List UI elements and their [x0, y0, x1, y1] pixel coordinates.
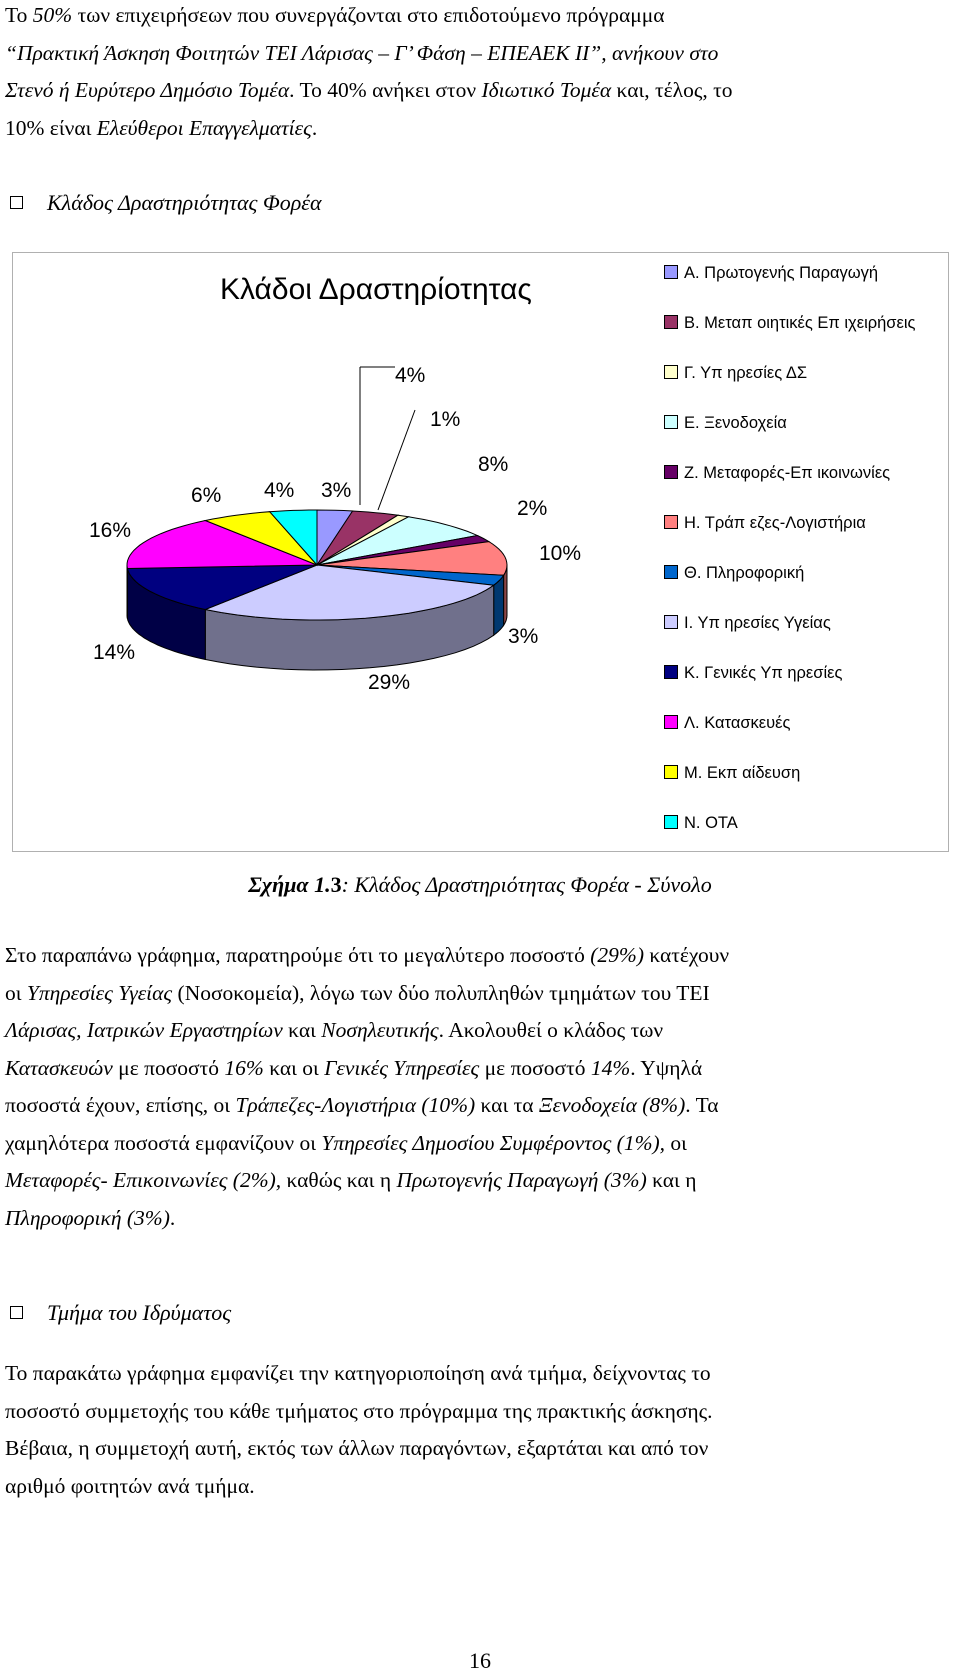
legend-item: Ι. Υπ ηρεσίες Υγείας	[664, 614, 831, 633]
intro-line: Το 50% των επιχειρήσεων που συνεργάζονται στο επιδοτούμενο πρόγραμμα	[5, 3, 665, 27]
para-line: ποσοστό συμμετοχής του κάθε τμήματος στο πρόγραμμα της πρακτικής άσκησης.	[5, 1398, 713, 1423]
legend-swatch	[664, 415, 678, 429]
para-line: Το παρακάτω γράφημα εμφανίζει την κατηγοριοποίηση ανά τμήμα, δείχνοντας το	[5, 1361, 711, 1385]
legend-swatch	[664, 365, 678, 379]
slice-label: 3%	[508, 625, 539, 648]
legend-swatch	[664, 465, 678, 479]
section-heading: Κλάδος Δραστηριότητας Φορέα	[10, 190, 322, 216]
slice-label: 2%	[517, 497, 548, 520]
intro-line: “Πρακτική Άσκηση Φοιτητών ΤΕΙ Λάρισας – Γ’ Φάση – ΕΠΕΑΕΚ ΙΙ”, ανήκουν στο	[5, 40, 719, 65]
department-paragraph	[5, 1355, 957, 1505]
legend-swatch	[664, 315, 678, 329]
intro-line: 10% είναι Ελεύθεροι Επαγγελματίες.	[5, 115, 318, 140]
para-line: Μεταφορές- Επικοινωνίες (2%), καθώς και η Πρωτογενής Παραγωγή (3%) και η	[5, 1168, 697, 1192]
leader-line	[378, 410, 415, 510]
para-line: Πληροφορική (3%).	[5, 1205, 176, 1230]
legend-swatch	[664, 615, 678, 629]
para-line: Κατασκευών με ποσοστό 16% και οι Γενικές Υπηρεσίες με ποσοστό 14%. Υψηλά	[5, 1055, 703, 1080]
legend-swatch	[664, 515, 678, 529]
slice-label: 4%	[395, 364, 426, 387]
legend-item: Ε. Ξενοδοχεία	[664, 414, 787, 433]
para-line: Βέβαια, η συμμετοχή αυτή, εκτός των άλλων παραγόντων, εξαρτάται και από τον	[5, 1436, 709, 1460]
slice-label: 10%	[539, 542, 582, 565]
legend-item: Μ. Εκπ αίδευση	[664, 764, 800, 783]
legend-swatch	[664, 265, 678, 279]
legend-item: Λ. Κατασκευές	[664, 714, 790, 733]
figure-caption: Σχήμα 1.3: Κλάδος Δραστηριότητας Φορέα - Σύνολο	[248, 872, 712, 897]
legend-swatch	[664, 765, 678, 779]
chart-title: Κλάδοι Δραστηρίοτητας	[220, 273, 532, 306]
para-line: Στο παραπάνω γράφημα, παρατηρούμε ότι το μεγαλύτερο ποσοστό (29%) κατέχουν	[5, 943, 730, 967]
legend-item: Ν. ΟΤΑ	[664, 814, 738, 833]
para-line: οι Υπηρεσίες Υγείας (Νοσοκομεία), λόγω των δύο πολυπληθών τμημάτων του ΤΕΙ	[5, 980, 710, 1005]
para-line: χαμηλότερα ποσοστά εμφανίζουν οι Υπηρεσίες Δημοσίου Συμφέροντος (1%), οι	[5, 1130, 687, 1155]
page-number: 16	[469, 1648, 491, 1673]
section-heading: Τμήμα του Ιδρύματος	[10, 1300, 231, 1326]
slice-label: 4%	[264, 479, 295, 502]
legend-swatch	[664, 565, 678, 579]
legend-item: Ζ. Μεταφορές-Επ ικοινωνίες	[664, 464, 890, 483]
legend-item: Η. Τράπ εζες-Λογιστήρια	[664, 514, 866, 533]
intro-line: Στενό ή Ευρύτερο Δημόσιο Τομέα. Το 40% ανήκει στον Ιδιωτικό Τομέα και, τέλος, το	[5, 78, 733, 102]
legend-item: Κ. Γενικές Υπ ηρεσίες	[664, 664, 842, 683]
legend-swatch	[664, 815, 678, 829]
para-line: ποσοστά έχουν, επίσης, οι Τράπεζες-Λογιστήρια (10%) και τα Ξενοδοχεία (8%). Τα	[5, 1093, 719, 1117]
para-line: Λάρισας, Ιατρικών Εργαστηρίων και Νοσηλευτικής. Ακολουθεί ο κλάδος των	[5, 1018, 664, 1042]
slice-label: 3%	[321, 479, 352, 502]
legend-swatch	[664, 665, 678, 679]
para-line: αριθμό φοιτητών ανά τμήμα.	[5, 1473, 255, 1498]
slice-label: 16%	[89, 519, 132, 542]
slice-label: 6%	[191, 484, 222, 507]
legend-item: Β. Μεταπ οιητικές Επ ιχειρήσεις	[664, 314, 915, 333]
checkbox-bullet-icon	[10, 1306, 23, 1319]
legend-item: Α. Πρωτογενής Παραγωγή	[664, 264, 878, 283]
legend-item: Γ. Υπ ηρεσίες ΔΣ	[664, 364, 807, 383]
analysis-paragraph	[5, 937, 957, 1237]
slice-label: 14%	[93, 641, 136, 664]
legend-item: Θ. Πληροφορική	[664, 564, 804, 583]
legend-swatch	[664, 715, 678, 729]
slice-label: 8%	[478, 453, 509, 476]
slice-label: 29%	[368, 671, 411, 694]
slice-label: 1%	[430, 408, 461, 431]
